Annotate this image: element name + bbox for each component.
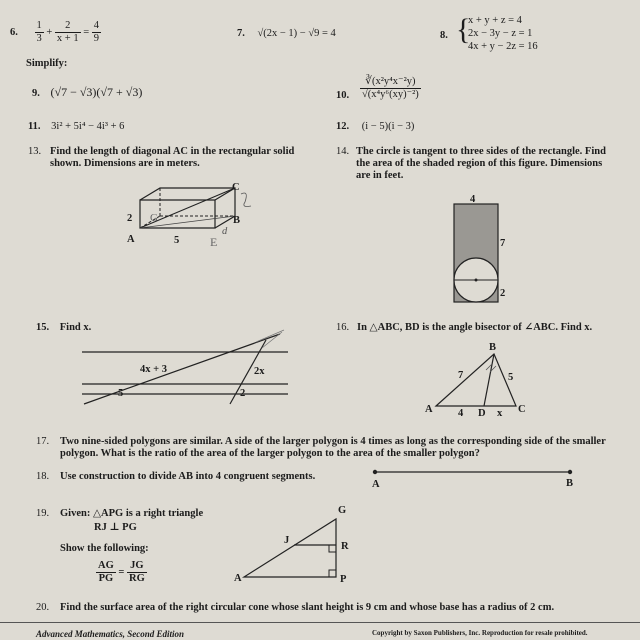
rectangle-circle-figure [440, 200, 520, 310]
label-bc: 5 [508, 372, 514, 383]
problem-number: 6. [10, 26, 18, 38]
label-lower-right: 2 [240, 388, 246, 399]
numerator: 4 [93, 20, 100, 31]
label-width: 4 [470, 194, 476, 205]
problem-18-number: 18. [36, 471, 50, 482]
label-b: B [233, 215, 241, 226]
handwritten-g: G [150, 212, 158, 224]
denominator: RG [128, 573, 145, 584]
problem-number: 15. [36, 322, 50, 333]
problem-17-text: Two nine-sided polygons are similar. A side of the larger polygon is 4 times as long as the corresponding side of the smaller polygon. What is the ratio of the area of the larger polygon to the area of the smaller polygon? [60, 436, 606, 459]
equals-sign: = [83, 26, 90, 38]
problem-19-number: 19. [36, 508, 50, 519]
equals-sign: = [118, 566, 125, 578]
denominator: √(x⁴y⁶(xy)⁻²) [362, 89, 419, 100]
denominator: 9 [93, 33, 100, 44]
expression: (i − 5)(i − 3) [361, 121, 415, 132]
fraction [35, 20, 44, 45]
numerator: 2 [55, 20, 81, 33]
footer-copyright: Copyright by Saxon Publishers, Inc. Reproduction for resale prohibited. [372, 629, 588, 637]
problem-13-number: 13. [28, 146, 42, 157]
problem-8-number-wrap [440, 30, 448, 42]
footer-book-title: Advanced Mathematics, Second Edition [36, 629, 185, 639]
segment-ab-figure [370, 466, 576, 478]
fraction [96, 560, 116, 585]
proportion [96, 560, 147, 585]
label-upper-right: 2x [254, 366, 265, 377]
problem-7 [237, 28, 336, 40]
label-b: B [489, 342, 497, 353]
label-upper-height: 7 [500, 238, 506, 249]
equation-line: 2x − 3y − z = 1 [468, 28, 533, 39]
equation: √(2x − 1) − √9 = 4 [257, 28, 336, 39]
section-heading: Simplify: [26, 58, 68, 69]
problem-20-number: 20. [36, 602, 50, 613]
problem-number: 9. [32, 88, 40, 99]
expression: 3i² + 5i⁴ − 4i³ + 6 [51, 121, 125, 132]
problem-number: 7. [237, 28, 245, 39]
fraction [127, 560, 147, 585]
problem-12 [336, 121, 414, 133]
denominator: 3 [36, 33, 42, 44]
problem-18-text: Use construction to divide AB into 4 congruent segments. [60, 471, 316, 482]
label-b: B [566, 478, 574, 489]
problem-number: 8. [440, 30, 448, 41]
problem-number: 10. [336, 90, 350, 101]
problem-number: 12. [336, 121, 350, 132]
label-upper-segment: 4x + 3 [140, 364, 167, 375]
problem-13-text: Find the length of diagonal AC in the rectangular solid shown. Dimensions are in meters. [50, 146, 295, 169]
problem-10 [360, 76, 421, 101]
label-g: G [338, 505, 347, 516]
numerator: ∛(x²y⁴x⁻²y) [360, 76, 421, 89]
handwritten-d: d [222, 226, 228, 237]
problem-11 [28, 121, 124, 133]
label-ab: 7 [458, 370, 464, 381]
brace-icon: { [456, 13, 471, 46]
rectangular-solid-figure [115, 180, 265, 250]
given-text: Given: △APG is a right triangle [60, 508, 204, 519]
label-lower-left: 5 [118, 388, 124, 399]
expression: (√7 − √3)(√7 + √3) [50, 85, 143, 99]
numerator: AG [98, 560, 114, 571]
problem-16-text: In △ABC, BD is the angle bisector of ∠ABC. Find x. [357, 322, 593, 333]
label-a: A [234, 573, 242, 584]
label-c: C [518, 404, 526, 415]
problem-8-system [468, 14, 538, 53]
label-c: C [232, 182, 240, 193]
radical-fraction [360, 76, 421, 101]
handwritten-e: E [210, 235, 218, 249]
numerator: 1 [36, 20, 42, 31]
problem-14-number: 14. [336, 146, 350, 157]
label-ad: 4 [458, 408, 464, 419]
label-p: P [340, 574, 347, 585]
fraction [55, 20, 81, 45]
label-radius: 2 [500, 288, 506, 299]
label-height: 2 [127, 213, 133, 224]
label-a: A [127, 234, 135, 245]
problem-16-number: 16. [336, 322, 350, 333]
label-a: A [372, 479, 380, 490]
problem-14-text: The circle is tangent to three sides of the rectangle. Find the area of the shaded region of this figure. Dimensions are in feet. [356, 146, 606, 181]
label-j: J [284, 535, 290, 546]
label-length: 5 [174, 235, 180, 246]
problem-20-text: Find the surface area of the right circular cone whose slant height is 9 cm and whose base has a radius of 2 cm. [60, 602, 555, 613]
problem-9 [32, 86, 142, 100]
show-text: Show the following: [60, 543, 149, 554]
footer-rule [0, 622, 640, 623]
numerator: JG [127, 560, 147, 573]
label-d: D [478, 408, 486, 419]
perpendicular-text: RJ ⊥ PG [94, 522, 137, 533]
fraction [92, 20, 101, 45]
equation-line: x + y + z = 4 [468, 15, 522, 26]
right-triangle-figure [240, 515, 350, 581]
denominator: PG [98, 573, 114, 584]
denominator: x + 1 [56, 33, 79, 44]
problem-number: 11. [28, 121, 41, 132]
problem-10-number-wrap [336, 90, 349, 102]
equation-line: 4x + y − 2z = 16 [468, 41, 538, 52]
label-r: R [341, 541, 349, 552]
problem-17-number: 17. [36, 436, 50, 447]
operator: + [46, 26, 53, 38]
label-x: x [497, 408, 503, 419]
problem-text: Find x. [59, 322, 92, 333]
label-a: A [425, 404, 433, 415]
problem-6 [10, 20, 101, 45]
